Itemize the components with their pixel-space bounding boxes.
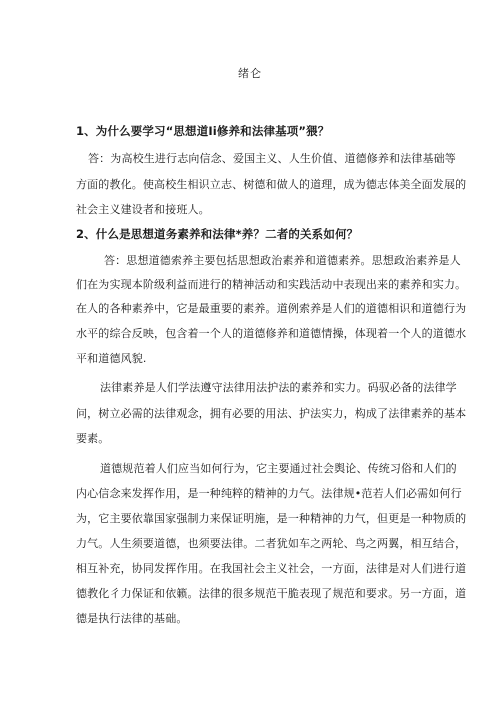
- question-1: 1、为什么要学习“思想道Ii修养和法律基项”猥？: [76, 124, 330, 138]
- relation-para-line-4: 力气。人生须要道德，也须要法律。二者犹如车之两轮、鸟之两翼，相互结合，: [76, 537, 467, 550]
- answer-1-line-3: 社会主义建设者和接班人。: [76, 203, 210, 216]
- page-title: 绪仑: [238, 67, 262, 80]
- answer-2-line-3: 在人的各种素养中，它是最重要的素养。道例索养是人们的道德相识和道德行为: [76, 302, 467, 315]
- answer-1-line-2: 方面的教化。使高校生相识立志、树德和做人的道理，成为德志体美全面发展的: [76, 178, 467, 191]
- relation-para-line-3: 为，它主要依靠国家强制力来保证明施，是一种精神的力气，但更是一种物质的: [76, 512, 467, 525]
- relation-para-line-6: 德教化彳力保证和依籁。法律的很多规范干脆表现了规范和要求。另一方面，道: [76, 587, 467, 600]
- relation-para-line-7: 德是执行法律的基础。: [76, 612, 188, 625]
- question-2: 2、什么是思想道务素养和法律*养？二者的关系如何？: [76, 227, 359, 241]
- relation-para-line-2: 内心信念来发挥作用，是一种纯粹的精神的力气。法律规•范若人们必需如何行: [76, 487, 462, 500]
- relation-para-line-5: 相互补充，协同发挥作用。在我国社会主义社会，一方面，法律是对人们进行道: [76, 562, 467, 575]
- legal-para-line-2: 问，树立必需的法律观念，拥有必要的用法、护法实力，构成了法律素养的基本: [76, 407, 467, 420]
- relation-para-line-1: 道德规范着人们应当如何行为，它主要通过社会舆论、传统习俗和人们的: [100, 462, 457, 475]
- answer-2-line-5: 平和道德风貌.: [76, 352, 147, 365]
- answer-2-line-4: 水平的综合反映，包含着一个人的道德修养和道德情操，体现着一个人的道德水: [76, 327, 467, 340]
- answer-2-line-2: 们在为实现本阶级利益而进行的精神活动和实践活动中表现出来的素养和实力。: [76, 278, 467, 291]
- legal-para-line-1: 法律素养是人们学法遵守法律用法护法的素养和实力。码驭必备的法律学: [100, 381, 457, 394]
- legal-para-line-3: 要素。: [76, 432, 110, 445]
- answer-1-line-1: 答：为高校生进行志向信念、爱国主义、人生价值、道德修养和法律基础等: [88, 152, 456, 165]
- answer-2-line-1: 答：思想道德索养主要包括思想政治素养和道德素养。思想政治素养是人: [104, 254, 461, 267]
